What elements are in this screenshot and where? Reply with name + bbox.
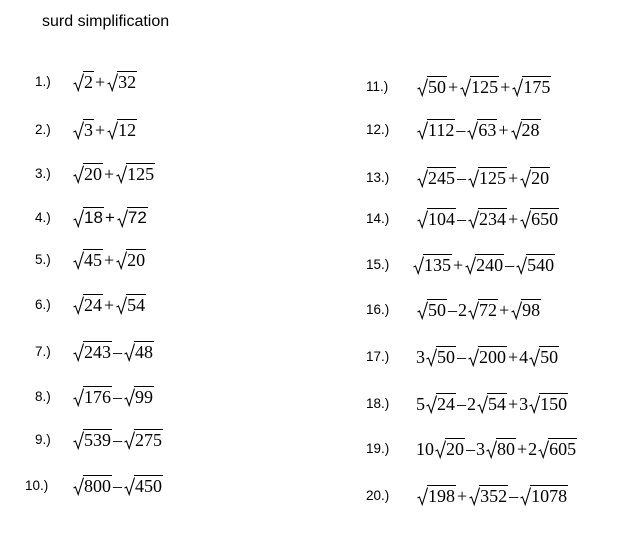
- problem-number: 10.): [25, 478, 49, 493]
- problem-expression: [72, 471, 163, 501]
- coefficient: 10: [416, 439, 434, 459]
- radicand: 20: [127, 250, 146, 270]
- radical-sign-icon: [417, 210, 428, 229]
- radical-sign-icon: [468, 348, 479, 367]
- problem-number: 20.): [366, 488, 390, 503]
- radicand: 72: [127, 208, 147, 227]
- surd: [538, 434, 577, 464]
- surd: [107, 67, 137, 97]
- coefficient: 2: [458, 300, 467, 320]
- radical-sign-icon: [417, 121, 428, 140]
- radical-sign-icon: [116, 251, 127, 270]
- radicand: 104: [428, 209, 455, 229]
- surd: [116, 159, 155, 189]
- operator: –: [113, 476, 122, 496]
- operator: –: [509, 486, 519, 506]
- problem-expression: [72, 67, 137, 97]
- operator: +: [457, 486, 468, 506]
- surd: [468, 295, 498, 325]
- surd: [468, 342, 507, 372]
- operator: +: [508, 168, 519, 188]
- operator: –: [466, 439, 475, 459]
- problem-expression: [416, 204, 559, 234]
- operator: –: [456, 120, 466, 140]
- problem-number: 11.): [366, 79, 389, 94]
- radical-sign-icon: [417, 78, 428, 97]
- radical-sign-icon: [417, 301, 428, 320]
- radicand: 3: [84, 120, 93, 140]
- operator: +: [498, 120, 509, 140]
- problem-15: [366, 250, 636, 280]
- problem-number: 7.): [35, 344, 51, 359]
- radicand: 352: [480, 486, 508, 506]
- radicand: 112: [428, 120, 455, 140]
- surd: [511, 295, 541, 325]
- problem-number: 19.): [366, 441, 390, 456]
- problem-expression: [72, 337, 154, 367]
- radical-sign-icon: [477, 395, 488, 414]
- operator: +: [104, 208, 115, 227]
- problem-expression: [416, 163, 550, 193]
- problem-number: 3.): [35, 166, 51, 181]
- operator: +: [499, 300, 510, 320]
- problem-2: [35, 115, 305, 145]
- surd: [417, 163, 456, 193]
- radical-sign-icon: [511, 301, 522, 320]
- radicand: 99: [135, 387, 153, 407]
- operator: –: [113, 387, 122, 407]
- operator: +: [508, 394, 519, 414]
- operator: +: [508, 209, 519, 229]
- radical-sign-icon: [116, 165, 127, 184]
- radical-sign-icon: [124, 388, 135, 407]
- radicand: 50: [540, 347, 559, 367]
- problem-number: 12.): [366, 122, 390, 137]
- surd: [417, 481, 456, 511]
- operator: –: [457, 394, 466, 414]
- problem-number: 4.): [35, 210, 51, 225]
- surd: [73, 471, 112, 501]
- radical-sign-icon: [73, 388, 84, 407]
- operator: +: [517, 439, 528, 459]
- radical-sign-icon: [417, 487, 428, 506]
- surd: [460, 72, 499, 102]
- surd: [426, 389, 456, 419]
- radical-sign-icon: [73, 73, 84, 92]
- surd: [117, 203, 148, 233]
- operator: +: [95, 120, 106, 140]
- surd: [529, 389, 568, 419]
- problem-14: [366, 204, 636, 234]
- surd: [116, 245, 146, 275]
- surd: [468, 163, 507, 193]
- surd: [469, 481, 508, 511]
- radical-sign-icon: [435, 440, 446, 459]
- problem-number: 2.): [35, 122, 51, 137]
- surd: [426, 342, 456, 372]
- problem-expression: [72, 159, 155, 189]
- radicand: 32: [118, 72, 137, 92]
- surd: [73, 382, 112, 412]
- surd: [417, 72, 447, 102]
- surd: [477, 389, 507, 419]
- problem-expression: [72, 382, 154, 412]
- problem-19: [366, 434, 636, 464]
- problem-4: [35, 203, 305, 233]
- coefficient: 2: [467, 394, 476, 414]
- operator: –: [113, 342, 122, 362]
- radicand: 800: [84, 476, 111, 496]
- problem-expression: [416, 481, 568, 511]
- operator: –: [457, 347, 466, 367]
- radical-sign-icon: [413, 256, 424, 275]
- radical-sign-icon: [468, 169, 479, 188]
- radicand: 20: [84, 164, 102, 184]
- operator: –: [457, 168, 466, 188]
- surd: [417, 204, 456, 234]
- operator: –: [457, 209, 466, 229]
- radical-sign-icon: [468, 210, 479, 229]
- operator: +: [95, 72, 106, 92]
- surd: [124, 382, 154, 412]
- problem-number: 15.): [366, 257, 390, 272]
- radical-sign-icon: [73, 165, 84, 184]
- radical-sign-icon: [73, 343, 84, 362]
- surd: [73, 290, 103, 320]
- radical-sign-icon: [516, 256, 527, 275]
- problem-expression: [412, 250, 555, 280]
- radicand: 98: [522, 300, 541, 320]
- radical-sign-icon: [486, 440, 497, 459]
- page-title: surd simplification: [42, 13, 170, 30]
- radicand: 245: [428, 168, 455, 188]
- radical-sign-icon: [460, 78, 471, 97]
- problem-12: [366, 115, 636, 145]
- radicand: 175: [523, 77, 551, 97]
- radical-sign-icon: [469, 487, 480, 506]
- surd: [124, 471, 163, 501]
- problem-expression: [416, 72, 551, 102]
- radicand: 24: [84, 295, 102, 315]
- coefficient: 5: [416, 394, 425, 414]
- surd: [413, 250, 452, 280]
- surd: [73, 67, 94, 97]
- radicand: 45: [84, 250, 102, 270]
- radical-sign-icon: [465, 256, 476, 275]
- radical-sign-icon: [529, 395, 540, 414]
- radicand: 450: [135, 476, 162, 496]
- radicand: 50: [428, 300, 446, 320]
- radical-sign-icon: [426, 348, 437, 367]
- radicand: 28: [521, 120, 540, 140]
- radicand: 12: [118, 120, 137, 140]
- radicand: 125: [471, 77, 499, 97]
- radicand: 650: [531, 209, 559, 229]
- radical-sign-icon: [124, 477, 135, 496]
- surd: [520, 163, 550, 193]
- radicand: 234: [479, 209, 506, 229]
- problem-10: [25, 471, 295, 501]
- radicand: 20: [446, 439, 464, 459]
- problem-expression: [72, 115, 137, 145]
- radicand: 20: [531, 168, 550, 188]
- problem-number: 17.): [366, 349, 390, 364]
- operator: +: [104, 250, 115, 270]
- surd: [124, 425, 163, 455]
- problem-20: [366, 481, 636, 511]
- radical-sign-icon: [520, 169, 531, 188]
- radical-sign-icon: [511, 121, 522, 140]
- surd: [73, 159, 103, 189]
- problem-9: [35, 425, 305, 455]
- radicand: 125: [127, 164, 155, 184]
- radical-sign-icon: [116, 296, 127, 315]
- radical-sign-icon: [73, 121, 84, 140]
- radicand: 1078: [531, 486, 568, 506]
- radicand: 540: [527, 255, 555, 275]
- operator: +: [104, 295, 115, 315]
- surd: [511, 115, 541, 145]
- problem-expression: [72, 290, 146, 320]
- radicand: 80: [497, 439, 515, 459]
- problem-18: [366, 389, 636, 419]
- radicand: 54: [488, 394, 506, 414]
- problem-3: [35, 159, 305, 189]
- surd: [73, 337, 112, 367]
- radicand: 54: [127, 295, 146, 315]
- surd: [512, 72, 551, 102]
- radicand: 135: [424, 255, 451, 275]
- problem-number: 1.): [35, 74, 51, 89]
- surd: [124, 337, 154, 367]
- operator: +: [448, 77, 459, 97]
- radical-sign-icon: [417, 169, 428, 188]
- problem-expression: [72, 245, 146, 275]
- radicand: 50: [428, 77, 446, 97]
- radicand: 63: [478, 120, 497, 140]
- operator: +: [453, 255, 464, 275]
- radicand: 539: [84, 430, 111, 450]
- radical-sign-icon: [538, 440, 549, 459]
- surd: [520, 481, 568, 511]
- coefficient: 4: [519, 347, 529, 367]
- radical-sign-icon: [426, 395, 437, 414]
- problem-number: 16.): [366, 302, 390, 317]
- radical-sign-icon: [107, 121, 118, 140]
- problem-17: [366, 342, 636, 372]
- problem-expression: [416, 295, 541, 325]
- problem-expression: [416, 434, 577, 464]
- surd: [116, 290, 146, 320]
- problem-number: 8.): [35, 389, 51, 404]
- problem-number: 13.): [366, 170, 390, 185]
- coefficient: 2: [528, 439, 538, 459]
- radicand: 198: [428, 486, 455, 506]
- problem-number: 18.): [366, 396, 390, 411]
- surd: [520, 204, 559, 234]
- radical-sign-icon: [124, 431, 135, 450]
- surd: [107, 115, 137, 145]
- problem-16: [366, 295, 636, 325]
- radical-sign-icon: [520, 210, 531, 229]
- surd: [73, 115, 94, 145]
- radical-sign-icon: [73, 477, 84, 496]
- radical-sign-icon: [117, 209, 128, 228]
- problem-13: [366, 163, 636, 193]
- problem-expression: [72, 203, 148, 233]
- radical-sign-icon: [124, 343, 135, 362]
- coefficient: 3: [476, 439, 485, 459]
- surd: [468, 204, 507, 234]
- surd: [435, 434, 465, 464]
- operator: +: [508, 347, 519, 367]
- surd: [465, 250, 504, 280]
- radicand: 50: [437, 347, 455, 367]
- radicand: 243: [84, 342, 111, 362]
- problem-11: [366, 72, 636, 102]
- problem-expression: [72, 425, 163, 455]
- surd: [73, 203, 104, 233]
- surd: [417, 115, 455, 145]
- surd: [486, 434, 516, 464]
- radicand: 72: [479, 300, 497, 320]
- radical-sign-icon: [73, 431, 84, 450]
- radicand: 150: [540, 394, 568, 414]
- radical-sign-icon: [73, 251, 84, 270]
- radicand: 176: [84, 387, 111, 407]
- problem-expression: [416, 389, 568, 419]
- operator: –: [505, 255, 515, 275]
- problem-expression: [416, 115, 541, 145]
- radicand: 200: [479, 347, 506, 367]
- surd: [467, 115, 497, 145]
- radical-sign-icon: [468, 301, 479, 320]
- surd: [417, 295, 447, 325]
- surd: [516, 250, 555, 280]
- problem-number: 5.): [35, 252, 51, 267]
- radicand: 605: [549, 439, 577, 459]
- problem-number: 9.): [35, 432, 51, 447]
- operator: +: [104, 164, 115, 184]
- coefficient: 3: [519, 394, 529, 414]
- radical-sign-icon: [520, 487, 531, 506]
- problem-8: [35, 382, 305, 412]
- problem-number: 14.): [366, 211, 390, 226]
- surd: [73, 245, 103, 275]
- radical-sign-icon: [512, 78, 523, 97]
- radicand: 125: [479, 168, 506, 188]
- coefficient: 3: [416, 347, 425, 367]
- radical-sign-icon: [73, 296, 84, 315]
- radical-sign-icon: [73, 209, 84, 228]
- radical-sign-icon: [467, 121, 478, 140]
- problem-1: [35, 67, 305, 97]
- problem-6: [35, 290, 305, 320]
- problem-expression: [416, 342, 559, 372]
- operator: +: [500, 77, 511, 97]
- operator: –: [113, 430, 122, 450]
- radical-sign-icon: [529, 348, 540, 367]
- radicand: 18: [84, 208, 103, 227]
- radicand: 275: [135, 430, 162, 450]
- surd: [529, 342, 559, 372]
- problem-5: [35, 245, 305, 275]
- operator: –: [448, 300, 457, 320]
- radical-sign-icon: [107, 73, 118, 92]
- problem-7: [35, 337, 305, 367]
- radicand: 24: [437, 394, 455, 414]
- surd: [73, 425, 112, 455]
- radicand: 48: [135, 342, 153, 362]
- radicand: 2: [84, 72, 93, 92]
- problem-number: 6.): [35, 297, 51, 312]
- radicand: 240: [476, 255, 504, 275]
